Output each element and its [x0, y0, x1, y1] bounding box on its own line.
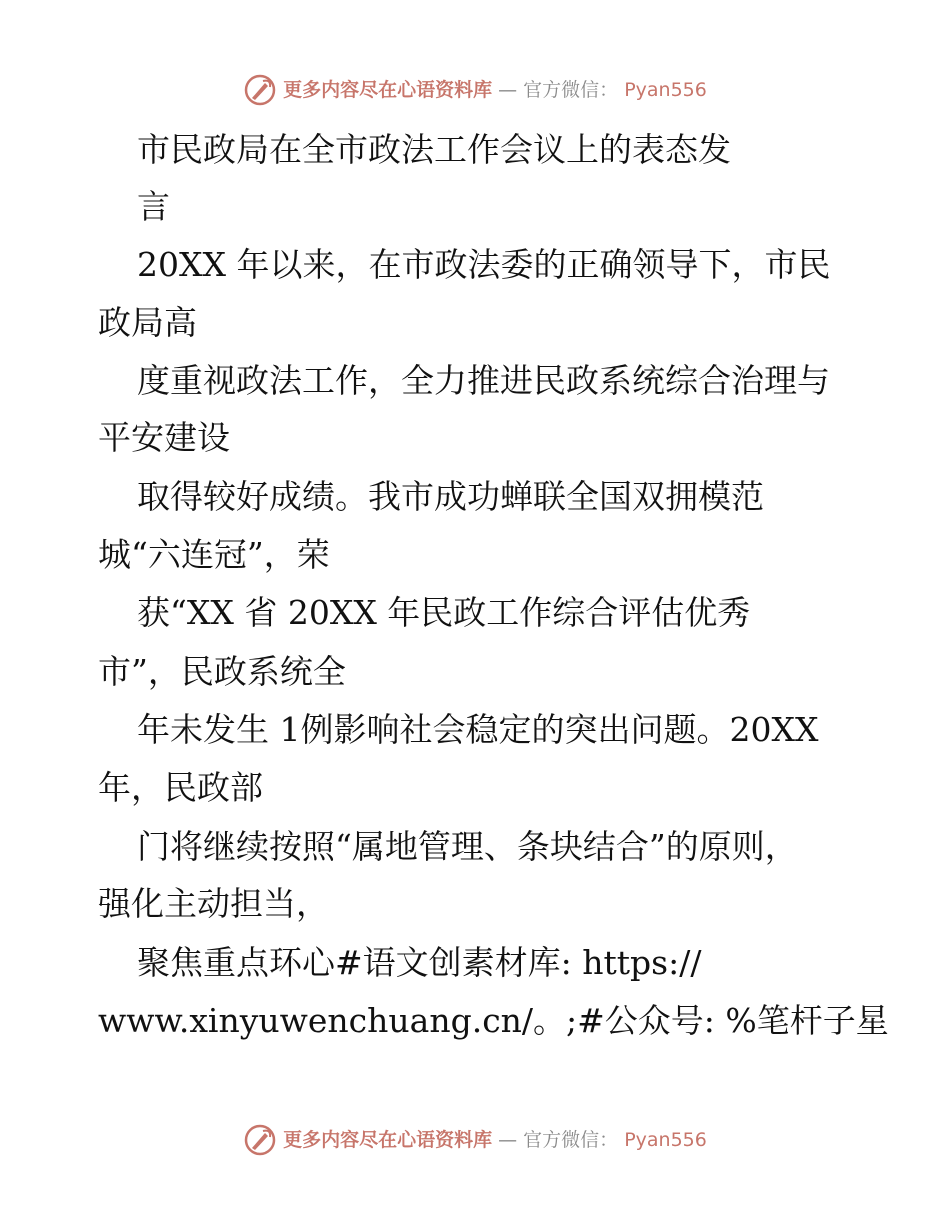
doc-line: 年未发生 1例影响社会稳定的突出问题。20XX	[137, 710, 819, 749]
doc-line: 城“六连冠”，荣	[98, 535, 330, 574]
watermark-separator: —	[498, 78, 518, 101]
watermark-wechat-id: Pyan556	[624, 78, 707, 101]
doc-line: 年，民政部	[98, 768, 263, 807]
doc-line: 聚焦重点环心#语文创素材库: https://	[137, 943, 702, 982]
quill-pen-logo-icon	[243, 1123, 277, 1157]
doc-line: 强化主动担当，	[98, 884, 329, 923]
doc-line: 获“XX 省 20XX 年民政工作综合评估优秀	[137, 593, 751, 632]
doc-line: 平安建设	[98, 418, 230, 457]
doc-line: 市民政局在全市政法工作会议上的表态发	[137, 130, 731, 169]
watermark-wechat-id: Pyan556	[624, 1128, 707, 1151]
doc-line: 市”，民政系统全	[98, 652, 346, 691]
watermark-main-text: 更多内容尽在心语资料库	[283, 1128, 493, 1151]
watermark-separator: —	[498, 1128, 518, 1151]
doc-line: www.xinyuwenchuang.cn/。;#公众号: %笔杆子星	[98, 1001, 889, 1040]
footer-watermark-banner	[0, 1120, 950, 1160]
watermark-wechat-label: 官方微信：	[523, 1128, 619, 1151]
watermark-wechat-label: 官方微信：	[523, 78, 619, 101]
watermark-main-text: 更多内容尽在心语资料库	[283, 78, 493, 101]
doc-line: 政局高	[98, 303, 197, 342]
doc-line: 取得较好成绩。我市成功蝉联全国双拥模范	[137, 477, 764, 516]
doc-line: 20XX 年以来，在市政法委的正确领导下，市民	[137, 245, 831, 284]
doc-line: 度重视政法工作，全力推进民政系统综合治理与	[137, 361, 830, 400]
doc-line: 言	[137, 187, 170, 226]
doc-line: 门将继续按照“属地管理、条块结合”的原则，	[137, 827, 798, 866]
